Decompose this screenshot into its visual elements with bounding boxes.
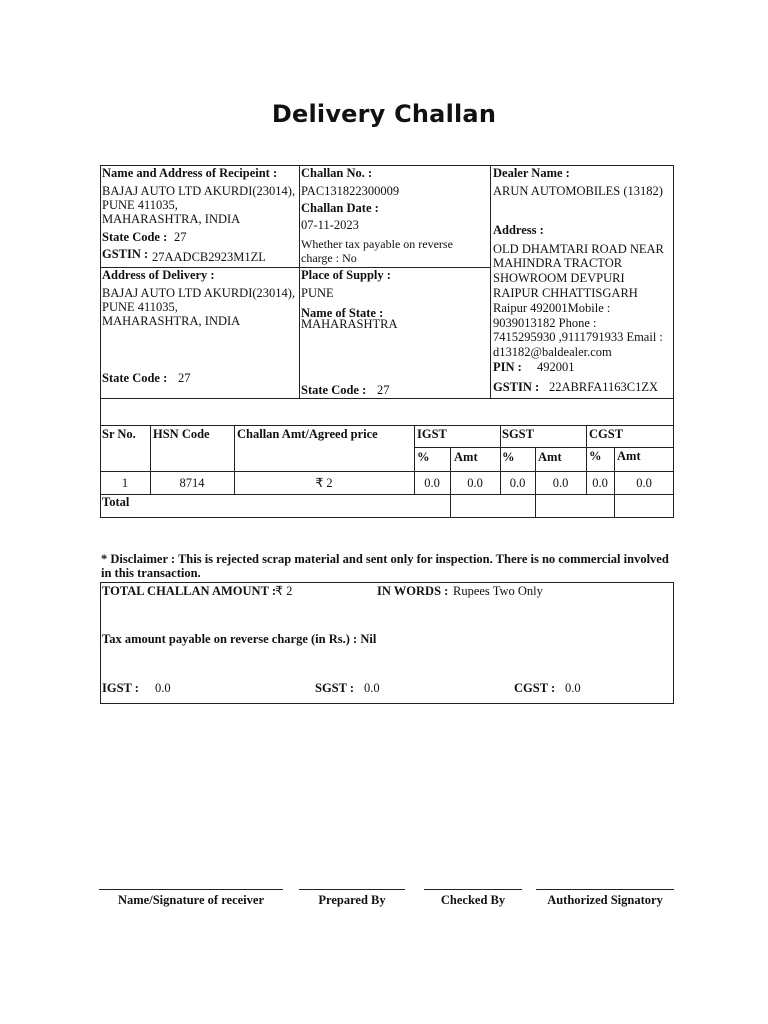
delivery-state-code-label: State Code : — [102, 371, 168, 385]
challan-no-label: Challan No. : — [301, 166, 373, 180]
dealer-address-line: 7415295930 ,9111791933 Email : — [493, 330, 663, 344]
row-cgst-pct: 0.0 — [592, 476, 608, 490]
row-sr-no: 1 — [121, 476, 129, 490]
dealer-gstin: 22ABRFA1163C1ZX — [549, 380, 659, 394]
recipient-gstin-label: GSTIN : — [102, 247, 149, 261]
delivery-address-line: PUNE 411035, — [102, 300, 178, 314]
header-sgst-amt: Amt — [538, 450, 562, 464]
signature-line — [536, 889, 674, 890]
recipient-state-code-label: State Code : — [102, 230, 168, 244]
row-igst-pct: 0.0 — [424, 476, 440, 490]
row-cgst-amt: 0.0 — [636, 476, 652, 490]
dealer-name: ARUN AUTOMOBILES (13182) — [493, 184, 663, 198]
header-cgst: CGST — [589, 427, 624, 441]
header-igst-pct: % — [417, 450, 430, 464]
row-divider — [100, 425, 674, 426]
dealer-gstin-label: GSTIN : — [493, 380, 540, 394]
dealer-address-label: Address : — [493, 223, 544, 237]
place-of-supply-label: Place of Supply : — [301, 268, 391, 282]
total-challan-amount: ₹ 2 — [275, 584, 293, 598]
igst-value: 0.0 — [155, 681, 171, 695]
recipient-address-line: MAHARASHTRA, INDIA — [102, 212, 241, 226]
dealer-address-line: SHOWROOM DEVPURI — [493, 271, 625, 285]
header-igst: IGST — [417, 427, 447, 441]
header-sr-no: Sr No. — [102, 427, 136, 441]
delivery-address-line: BAJAJ AUTO LTD AKURDI(23014), — [102, 286, 296, 300]
prepared-by-label: Prepared By — [318, 893, 386, 907]
tax-reverse-charge: Tax amount payable on reverse charge (in Rs.) : Nil — [102, 632, 377, 646]
row-amount: ₹ 2 — [315, 476, 333, 490]
challan-date: 07-11-2023 — [301, 218, 359, 232]
row-sgst-pct: 0.0 — [509, 476, 526, 490]
sgst-value: 0.0 — [364, 681, 380, 695]
challan-no: PAC131822300009 — [301, 184, 400, 198]
authorized-signatory-label: Authorized Signatory — [547, 893, 663, 907]
state-name: MAHARASHTRA — [301, 317, 398, 331]
row-divider — [414, 447, 674, 448]
page-title: Delivery Challan — [271, 100, 497, 128]
header-hsn-code: HSN Code — [153, 427, 210, 441]
cgst-value: 0.0 — [565, 681, 581, 695]
cgst-label: CGST : — [514, 681, 556, 695]
dealer-name-label: Dealer Name : — [493, 166, 570, 180]
row-hsn-code: 8714 — [179, 476, 205, 490]
header-sgst: SGST — [502, 427, 534, 441]
place-of-supply: PUNE — [301, 286, 334, 300]
column-divider — [490, 165, 491, 398]
row-sgst-amt: 0.0 — [552, 476, 569, 490]
delivery-heading: Address of Delivery : — [102, 268, 215, 282]
signature-line — [99, 889, 283, 890]
total-label: Total — [102, 495, 130, 509]
recipient-heading: Name and Address of Recipeint : — [102, 166, 278, 180]
total-challan-amount-label: TOTAL CHALLAN AMOUNT : — [102, 584, 276, 598]
header-cgst-pct: % — [589, 449, 602, 463]
recipient-gstin: 27AADCB2923M1ZL — [152, 250, 266, 264]
dealer-address-line: RAIPUR CHHATTISGARH — [493, 286, 638, 300]
header-sgst-pct: % — [502, 450, 515, 464]
column-divider — [299, 165, 300, 398]
signature-line — [299, 889, 405, 890]
reverse-charge-text: charge : No — [301, 251, 357, 265]
reverse-charge-text: Whether tax payable on reverse — [301, 237, 453, 251]
disclaimer-text: in this transaction. — [101, 566, 201, 580]
state-name-label: Name of State : — [301, 306, 384, 320]
igst-label: IGST : — [102, 681, 139, 695]
supply-state-code: 27 — [377, 383, 390, 397]
recipient-address-line: BAJAJ AUTO LTD AKURDI(23014), — [102, 184, 296, 198]
dealer-pin-label: PIN : — [493, 360, 522, 374]
items-table — [100, 398, 674, 518]
checked-by-label: Checked By — [440, 893, 506, 907]
signature-line — [424, 889, 522, 890]
header-challan-amt: Challan Amt/Agreed price — [237, 427, 378, 441]
dealer-address-line: 9039013182 Phone : — [493, 316, 597, 330]
dealer-address-line: d13182@baldealer.com — [493, 345, 612, 359]
row-igst-amt: 0.0 — [467, 476, 483, 490]
recipient-address-line: PUNE 411035, — [102, 198, 178, 212]
row-divider — [100, 471, 674, 472]
recipient-state-code: 27 — [174, 230, 187, 244]
supply-state-code-label: State Code : — [301, 383, 367, 397]
row-divider — [100, 494, 674, 495]
header-cgst-amt: Amt — [617, 449, 641, 463]
receiver-signature-label: Name/Signature of receiver — [117, 893, 265, 907]
dealer-pin: 492001 — [537, 360, 575, 374]
challan-date-label: Challan Date : — [301, 201, 379, 215]
dealer-address-line: Raipur 492001Mobile : — [493, 301, 611, 315]
dealer-address-line: MAHINDRA TRACTOR — [493, 256, 623, 270]
header-igst-amt: Amt — [454, 450, 478, 464]
dealer-address-line: OLD DHAMTARI ROAD NEAR — [493, 242, 664, 256]
delivery-address-line: MAHARASHTRA, INDIA — [102, 314, 241, 328]
disclaimer-text: * Disclaimer : This is rejected scrap material and sent only for inspection. There is no commercial involved — [101, 552, 669, 566]
in-words-value: Rupees Two Only — [453, 584, 543, 598]
sgst-label: SGST : — [315, 681, 355, 695]
delivery-state-code: 27 — [178, 371, 191, 385]
in-words-label: IN WORDS : — [377, 584, 449, 598]
